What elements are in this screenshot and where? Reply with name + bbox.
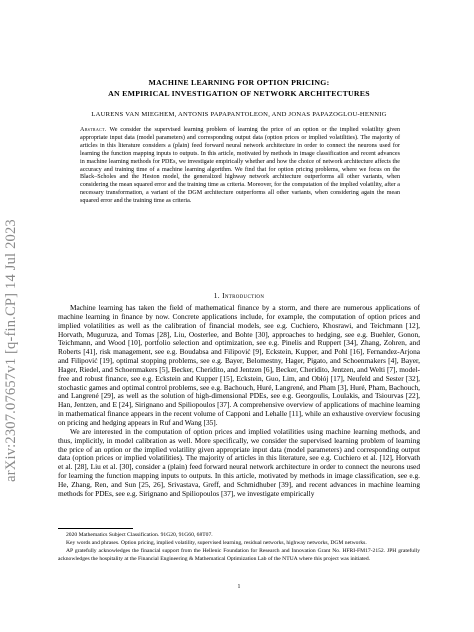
footnote-acknowledgements: AP gratefully acknowledges the financial support from the Hellenic Foundation for Research and Innovation Grant No. HFRI-FM17-2152. JPH gratefully acknowledges the hospitality at the Financial Engineering & Mathematical Optimization Lab of the NTUA where this project was initiated. [58,548,420,562]
page-number: 1 [237,584,241,590]
footnote-msc: 2020 Mathematics Subject Classification. 91G20, 91G60, 68T07. [66,532,213,538]
author-list: LAURENS VAN MIEGHEM, ANTONIS PAPAPANTOLEON, AND JONAS PAPAZOGLOU-HENNIG [91,111,387,118]
paper-title [58,78,420,99]
section-heading [58,291,420,300]
arxiv-id-text: arXiv:2307.07657v1 [q-fin.CP] 14 Jul 2023 [2,218,19,482]
footnotes [58,532,420,564]
abstract [80,127,400,206]
abstract-label: Abstract. [80,127,107,133]
paragraph-1: Machine learning has taken the field of mathematical finance by a storm, and there are numerous applications of machine learning in finance by now. Concrete applications include, for example, the computation of option prices and implied volatilities as well as the calibration of financial models, see e.g. Cuchiero, Khosrawi, and Teichmann [12], Horvath, Muguruza, and Tomas [28], Liu, Oosterlee, and Bohte [30], approaches to hedging, see e.g. Buehler, Gonon, Teichmann, and Wood [10], portfolio selection and optimization, see e.g. Pinelis and Ruppert [34], Zhang, Zohren, and Roberts [41], risk management, see e.g. Boudabsa and Filipović [9], Eckstein, Kupper, and Pohl [16], Fernandez-Arjona and Filipović [19], optimal stopping problems, see e.g. Bayer, Belomestny, Hager, Pigato, and Schoenmakers [4], Bayer, Hager, Riedel, and Schoenmakers [5], Becker, Cheridito, and Jentzen [6], Becker, Cheridito, Jentzen, and Welti [7], model-free and robust finance, see e.g. Eckstein and Kupper [15], Eckstein, Guo, Lim, and Obłój [17], Neufeld and Sester [32], stochastic games and optimal control problems, see e.g. Bachouch, Huré, Langrené, and Pham [3], Huré, Pham, Bachouch, and Langrené [29], as well as the solution of high-dimensional PDEs, see e.g. Georgoulis, Loulakis, and Tsiourvas [22], Han, Jentzen, and E [24], Sirignano and Spiliopoulos [37]. A comprehensive overview of applications of machine learning in mathematical finance appears in the recent volume of Capponi and Lehalle [11], while an exhaustive overview focusing on pricing and hedging appears in Ruf and Wang [35]. [58,303,420,427]
section-title-text: Introduction [222,291,265,300]
footnote-divider [58,528,133,529]
section-number: 1. [213,291,220,300]
body-text [58,304,420,499]
paragraph-2: We are interested in the computation of option prices and implied volatilities using machine learning methods, and thus, implicitly, in model calibration as well. More specifically, we consider the supervised learning problem of learning the price of an option or the implied volatility given appropriate input data (model parameters) and corresponding output data (option prices or implied volatilities). The majority of articles in this literature, see e.g. Cuchiero et al. [12], Horvath et al. [28], Liu et al. [30], consider a (plain) feed forward neural network architecture in order to connect the neurons used for learning the function mapping inputs to outputs. In this article, motivated by methods in image classification, see e.g. He, Zhang, Ren, and Sun [25, 26], Srivastava, Greff, and Schmidhuber [39], and recent advances in machine learning methods for PDEs, see e.g. Sirignano and Spiliopoulos [37], we investigate empirically [58,426,420,498]
title-line-2: AN EMPIRICAL INVESTIGATION OF NETWORK ARCHITECTURES [108,88,370,98]
abstract-text: We consider the supervised learning problem of learning the price of an option or the implied volatility given appropriate input data (model parameters) and corresponding output data (option prices or implied volatilities). The majority of articles in this literature considers a (plain) feed forward neural network architecture in order to connect the neurons used for learning the function mapping inputs to outputs. In this article, motivated by methods in image classification and recent advances in machine learning methods for PDEs, we investigate empirically whether and how the choice of network architecture affects the accuracy and training time of a machine learning algorithm. We find that for option pricing problems, where we focus on the Black–Scholes and the Heston model, the generalized highway network architecture outperforms all other variants, when considering the mean squared error and the training time as criteria. Moreover, for the computation of the implied volatility, after a necessary transformation, a variant of the DGM architecture outperforms all other variants, when considering again the mean squared error and the training time as criteria. [80,127,400,205]
arxiv-identifier-stamp [0,180,22,520]
footnote-keywords: Key words and phrases. Option pricing, implied volatility, supervised learning, residual networks, highway networks, DGM networks. [66,540,367,547]
title-line-1: MACHINE LEARNING FOR OPTION PRICING: [148,78,330,87]
